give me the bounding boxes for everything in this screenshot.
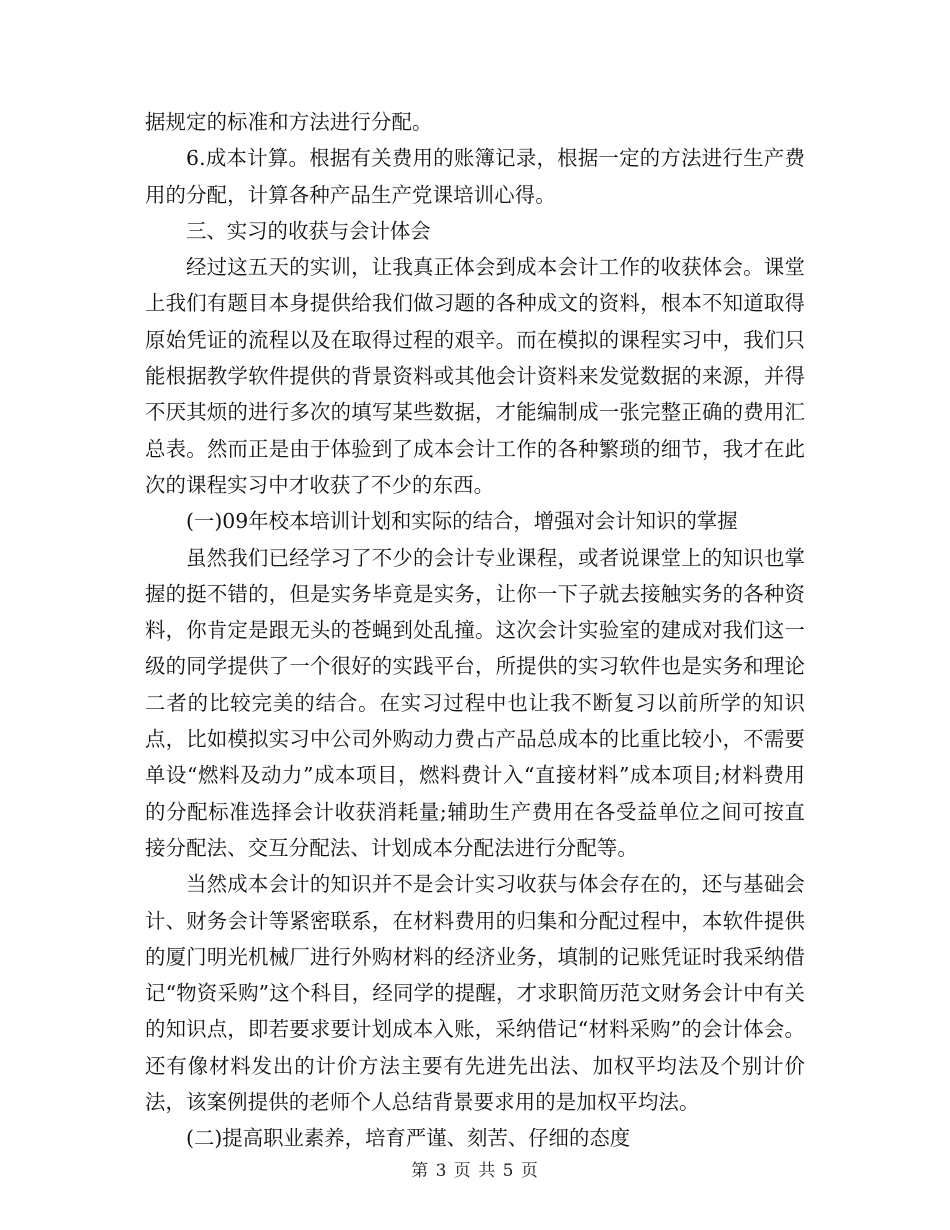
subheading-two: (二)提高职业素养，培育严谨、刻苦、仔细的态度 <box>186 1126 631 1151</box>
paragraph-training-experience: 经过这五天的实训，让我真正体会到成本会计工作的收获体会。课堂上我们有题目本身提供给我们做习题的各种成文的资料，根本不知道取得原始凭证的流程以及在取得过程的艰辛。而在模拟的课程实习中，我们只能根据教学软件提供的背景资料或其他会计资料来发觉数据的来源，并得不厌其烦的进行多次的填写某些数据，才能编制成一张完整正确的费用汇总表。然而正是由于体验到了成本会计工作的各种繁琐的细节，我才在此次的课程实习中才收获了不少的东西。 <box>145 255 805 497</box>
paragraph-cost-calculation: 6.成本计算。根据有关费用的账簿记录，根据一定的方法进行生产费用的分配，计算各种产品生产党课培训心得。 <box>145 146 805 207</box>
section-heading-gains: 三、实习的收获与会计体会 <box>186 218 431 243</box>
page-number-footer: 第 3 页 共 5 页 <box>411 1161 539 1181</box>
paragraph-continuation: 据规定的标准和方法进行分配。 <box>145 110 433 134</box>
paragraph-knowledge-practice: 虽然我们已经学习了不少的会计专业课程，或者说课堂上的知识也掌握的挺不错的，但是实务毕竟是实务，让你一下子就去接触实务的各种资料，你肯定是跟无头的苍蝇到处乱撞。这次会计实验室的建成对我们这一级的同学提供了一个很好的实践平台，所提供的实习软件也是实务和理论二者的比较完美的结合。在实习过程中也让我不断复习以前所学的知识点，比如模拟实习中公司外购动力费占产品总成本的比重比较小，不需要单设“燃料及动力”成本项目，燃料费计入“直接材料”成本项目;材料费用的分配标准选择会计收获消耗量;辅助生产费用在各受益单位之间可按直接分配法、交互分配法、计划成本分配法进行分配等。 <box>145 545 805 860</box>
document-page <box>145 104 805 1157</box>
paragraph-cost-accounting-links: 当然成本会计的知识并不是会计实习收获与体会存在的，还与基础会计、财务会计等紧密联系，在材料费用的归集和分配过程中，本软件提供的厦门明光机械厂进行外购材料的经济业务，填制的记账凭证时我采纳借记“物资采购”这个科目，经同学的提醒，才求职简历范文财务会计中有关的知识点，即若要求要计划成本入账，采纳借记“材料采购”的会计体会。还有像材料发出的计价方法主要有先进先出法、加权平均法及个别计价法，该案例提供的老师个人总结背景要求用的是加权平均法。 <box>145 872 805 1115</box>
subheading-one: (一)09年校本培训计划和实际的结合，增强对会计知识的掌握 <box>186 509 738 534</box>
